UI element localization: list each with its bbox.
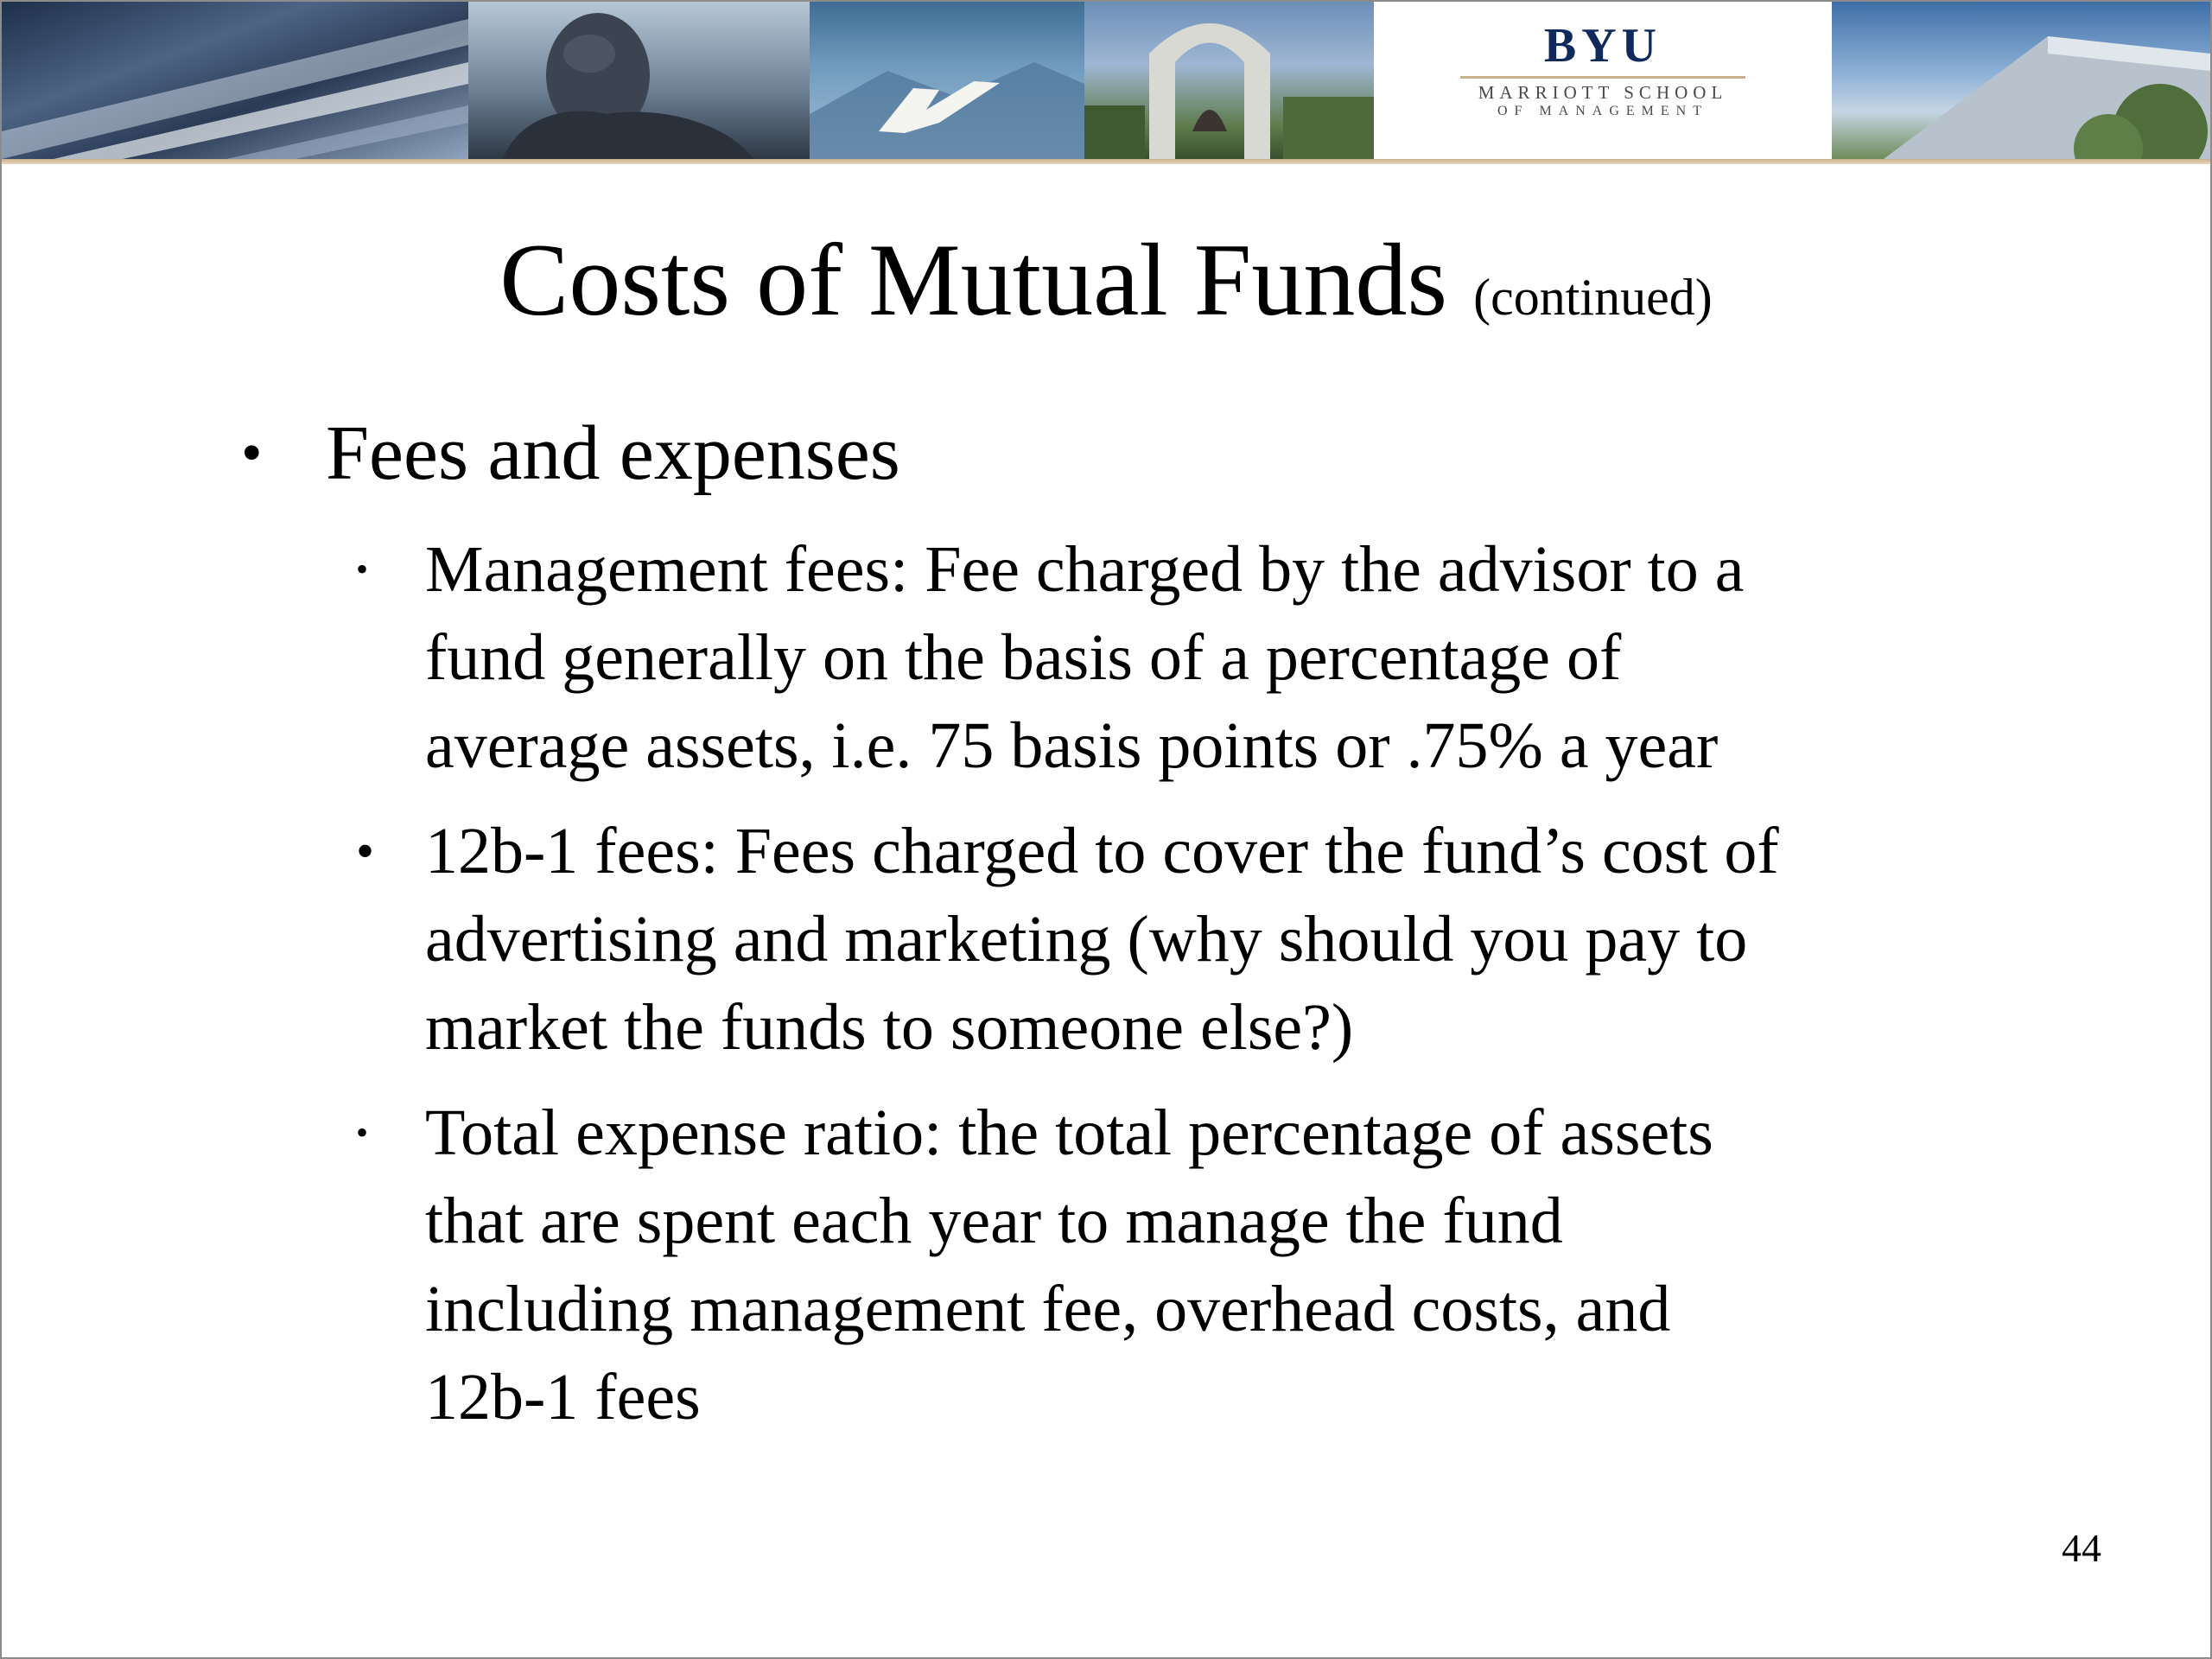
- text-line: average assets, i.e. 75 basis points or .75% a year: [425, 709, 1719, 782]
- sub-bullet-icon: •: [356, 823, 375, 880]
- banner-photo-bell-tower: [1084, 2, 1374, 159]
- banner-photo-building-shapes: [1832, 2, 2210, 159]
- text-line: including management fee, overhead costs, and: [425, 1273, 1671, 1345]
- bullet-text: Fees and expenses: [326, 410, 900, 496]
- logo-line-2: OF MANAGEMENT: [1497, 104, 1708, 118]
- sub-bullet-icon: •: [356, 1113, 369, 1152]
- logo-mark: BYU: [1543, 19, 1662, 73]
- slide-title: [2, 219, 2210, 358]
- banner-photo-y-mountain: [810, 2, 1084, 159]
- bullet-icon: •: [241, 420, 263, 486]
- text-line: market the funds to someone else?): [425, 991, 1354, 1064]
- byu-marriott-logo: [1374, 21, 1832, 120]
- sub-bullet-icon: •: [356, 550, 369, 588]
- banner-photo-statue-shapes: [468, 2, 810, 159]
- text-line: Management fees: Fee charged by the advisor to a: [425, 533, 1745, 606]
- text-line: advertising and marketing (why should you pay to: [425, 903, 1748, 976]
- page-number: 44: [2062, 1526, 2101, 1570]
- text-line: fund generally on the basis of a percentage of: [425, 621, 1622, 694]
- text-line: 12b-1 fees: [425, 1361, 701, 1433]
- banner-photo-y-mountain-shapes: [810, 2, 1084, 159]
- banner-divider: [2, 159, 2210, 164]
- text-line: that are spent each year to manage the fund: [425, 1185, 1563, 1257]
- banner-photo-architecture-shapes: [2, 2, 468, 159]
- banner-photo-building: [1832, 2, 2210, 159]
- logo-divider: [1460, 76, 1745, 79]
- logo-line-1: MARRIOTT SCHOOL: [1478, 82, 1728, 103]
- banner-photo-statue: [468, 2, 810, 159]
- text-line: Total expense ratio: the total percentage of assets: [425, 1096, 1713, 1169]
- text-line: 12b-1 fees: Fees charged to cover the fund’s cost of: [425, 815, 1779, 887]
- banner-photo-architecture: [2, 2, 468, 159]
- banner-photo-bell-tower-shapes: [1084, 2, 1374, 159]
- header-banner: [2, 2, 2210, 159]
- slide-title-main: Costs of Mutual Funds: [499, 222, 1448, 337]
- sub-bullet-text: [425, 1089, 1998, 1441]
- sub-bullet-text: [425, 525, 1998, 790]
- sub-bullet-text: [425, 807, 1998, 1071]
- slide-title-suffix: (continued): [1473, 269, 1713, 326]
